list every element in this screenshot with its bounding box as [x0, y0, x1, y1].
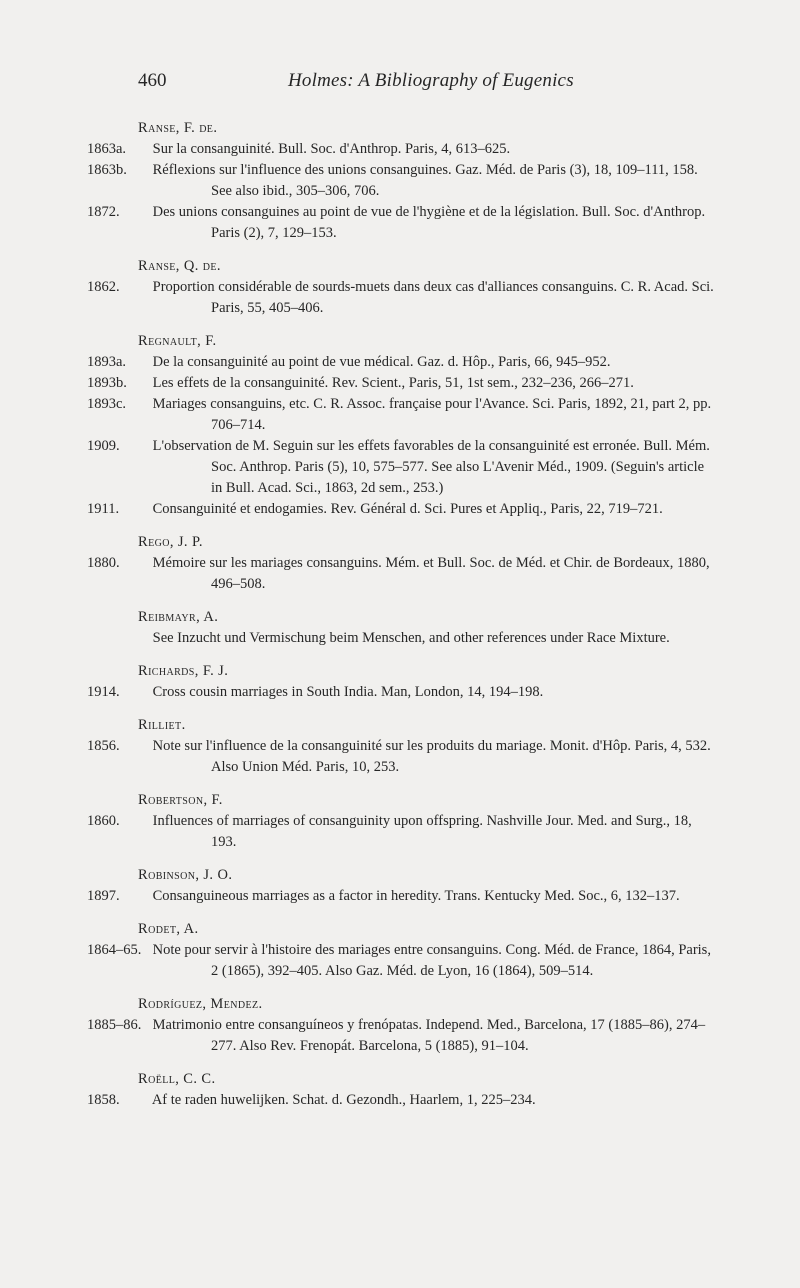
entry-text: Mariages consanguins, etc. C. R. Assoc. française pour l'Avance. Sci. Paris, 1892, 21, part 2, pp. 706–714.: [152, 396, 712, 433]
bibliography-entry: [87, 118, 718, 244]
entry-item: 1885–86. Matrimonio entre consanguíneos y frenópatas. Independ. Med., Barcelona, 17 (1885–86), 274–277. Also Rev. Frenopát. Barcelona, 5 (1885), 91–104.: [87, 1017, 706, 1054]
entry-item: 1893b. Les effets de la consanguinité. Rev. Scient., Paris, 51, 1st sem., 232–236, 266–271.: [87, 375, 634, 391]
entry-item: 1864–65. Note pour servir à l'histoire des mariages entre consanguins. Cong. Méd. de France, 1864, Paris, 2 (1865), 392–405. Also Gaz. Méd. de Lyon, 16 (1864), 509–514.: [87, 942, 711, 979]
entry-text: Réflexions sur l'influence des unions consanguines. Gaz. Méd. de Paris (3), 18, 109–111, 158. See also ibid., 305–306, 706.: [152, 162, 698, 199]
entry-item: 1863b. Réflexions sur l'influence des unions consanguines. Gaz. Méd. de Paris (3), 18, 109–111, 158. See also ibid., 305–306, 706.: [87, 162, 698, 199]
bibliography-entry: [87, 256, 718, 319]
entry-text: Mémoire sur les mariages consanguins. Mém. et Bull. Soc. de Méd. et Chir. de Bordeaux, 1880, 496–508.: [152, 555, 710, 592]
entry-item: 1858. Af te raden huwelijken. Schat. d. Gezondh., Haarlem, 1, 225–234.: [87, 1092, 536, 1108]
bibliography-entry: [87, 532, 718, 595]
bibliography-entry: [87, 865, 718, 907]
entry-text: Note sur l'influence de la consanguinité sur les produits du mariage. Monit. d'Hôp. Paris, 4, 532. Also Union Méd. Paris, 10, 253.: [152, 738, 711, 775]
entry-text: Cross cousin marriages in South India. Man, London, 14, 194–198.: [152, 684, 544, 700]
entry-text: Influences of marriages of consanguinity upon offspring. Nashville Jour. Med. and Surg., 18, 193.: [152, 813, 692, 850]
bibliography-entry: [87, 919, 718, 982]
bibliography-entry: [87, 790, 718, 853]
bibliography-entry: [87, 661, 718, 703]
entry-author: Reibmayr, A.: [138, 609, 219, 625]
bibliography-list: [87, 118, 718, 1123]
entry-text: Note pour servir à l'histoire des mariages entre consanguins. Cong. Méd. de France, 1864, Paris, 2 (1865), 392–405. Also Gaz. Méd. de Lyon, 16 (1864), 509–514.: [152, 942, 711, 979]
entry-item: 1863a. Sur la consanguinité. Bull. Soc. d'Anthrop. Paris, 4, 613–625.: [87, 141, 511, 157]
entry-author: Robinson, J. O.: [138, 867, 233, 883]
entry-author: Roëll, C. C.: [138, 1071, 216, 1087]
bibliography-entry: [87, 1069, 718, 1111]
entry-text: Des unions consanguines au point de vue de l'hygiène et de la législation. Bull. Soc. d'Anthrop. Paris (2), 7, 129–153.: [152, 204, 706, 241]
entry-text: De la consanguinité au point de vue médical. Gaz. d. Hôp., Paris, 66, 945–952.: [152, 354, 611, 370]
bibliography-entry: [87, 715, 718, 778]
entry-item: 1897. Consanguineous marriages as a factor in heredity. Trans. Kentucky Med. Soc., 6, 132–137.: [87, 888, 680, 904]
entry-text: Consanguinité et endogamies. Rev. Général d. Sci. Pures et Appliq., Paris, 22, 719–721.: [152, 501, 663, 517]
entry-author: Robertson, F.: [138, 792, 223, 808]
entry-item: 1880. Mémoire sur les mariages consanguins. Mém. et Bull. Soc. de Méd. et Chir. de Bordeaux, 1880, 496–508.: [87, 555, 710, 592]
entry-item: 1860. Influences of marriages of consanguinity upon offspring. Nashville Jour. Med. and Surg., 18, 193.: [87, 813, 692, 850]
entry-text: Consanguineous marriages as a factor in heredity. Trans. Kentucky Med. Soc., 6, 132–137.: [152, 888, 680, 904]
entry-author: Rego, J. P.: [138, 534, 203, 550]
entry-author: Ranse, F. de.: [138, 120, 218, 136]
entry-author: Rilliet.: [138, 717, 186, 733]
entry-author: Rodet, A.: [138, 921, 199, 937]
entry-author: Rodríguez, Mendez.: [138, 996, 263, 1012]
entry-item: 1909. L'observation de M. Seguin sur les effets favorables de la consanguinité est erronée. Bull. Mém. Soc. Anthrop. Paris (5), 10, 575–577. See also L'Avenir Méd., 1909. (Seguin's article in Bull. Acad. Sci., 1863, 2d sem., 253.): [87, 438, 710, 496]
entry-author: Ranse, Q. de.: [138, 258, 221, 274]
entry-item: 1862. Proportion considérable de sourds-muets dans deux cas d'alliances consanguins. C. R. Acad. Sci. Paris, 55, 405–406.: [87, 279, 714, 316]
entry-text: Sur la consanguinité. Bull. Soc. d'Anthrop. Paris, 4, 613–625.: [152, 141, 511, 157]
entry-author: Regnault, F.: [138, 333, 217, 349]
entry-item: 1914. Cross cousin marriages in South India. Man, London, 14, 194–198.: [87, 684, 544, 700]
entry-text: Proportion considérable de sourds-muets dans deux cas d'alliances consanguins. C. R. Acad. Sci. Paris, 55, 405–406.: [152, 279, 714, 316]
bibliography-entry: [138, 607, 718, 649]
entry-text: Les effets de la consanguinité. Rev. Scient., Paris, 51, 1st sem., 232–236, 266–271.: [152, 375, 634, 391]
entry-item: 1911. Consanguinité et endogamies. Rev. Général d. Sci. Pures et Appliq., Paris, 22, 719–721.: [87, 501, 663, 517]
entry-author: Richards, F. J.: [138, 663, 229, 679]
entry-item: [138, 628, 718, 649]
bibliography-entry: [87, 994, 718, 1057]
entry-text: Matrimonio entre consanguíneos y frenópatas. Independ. Med., Barcelona, 17 (1885–86), 274–277. Also Rev. Frenopát. Barcelona, 5 (1885), 91–104.: [152, 1017, 706, 1054]
entry-text: Af te raden huwelijken. Schat. d. Gezondh., Haarlem, 1, 225–234.: [151, 1092, 536, 1108]
entry-item: 1856. Note sur l'influence de la consanguinité sur les produits du mariage. Monit. d'Hôp. Paris, 4, 532. Also Union Méd. Paris, 10, 253.: [87, 738, 711, 775]
entry-text: See Inzucht und Vermischung beim Menschen, and other references under Race Mixture.: [152, 630, 670, 646]
page-number: 460: [138, 70, 167, 91]
entry-text: L'observation de M. Seguin sur les effets favorables de la consanguinité est erronée. Bull. Mém. Soc. Anthrop. Paris (5), 10, 575–577. See also L'Avenir Méd., 1909. (Seguin's article in Bull. Acad. Sci., 1863, 2d sem., 253.): [152, 438, 710, 496]
entry-item: 1893a. De la consanguinité au point de vue médical. Gaz. d. Hôp., Paris, 66, 945–952.: [87, 354, 611, 370]
entry-item: 1893c. Mariages consanguins, etc. C. R. Assoc. française pour l'Avance. Sci. Paris, 1892, 21, part 2, pp. 706–714.: [87, 396, 712, 433]
running-title: Holmes: A Bibliography of Eugenics: [288, 70, 574, 91]
bibliography-entry: [87, 331, 718, 520]
entry-item: 1872. Des unions consanguines au point de vue de l'hygiène et de la législation. Bull. Soc. d'Anthrop. Paris (2), 7, 129–153.: [87, 204, 706, 241]
